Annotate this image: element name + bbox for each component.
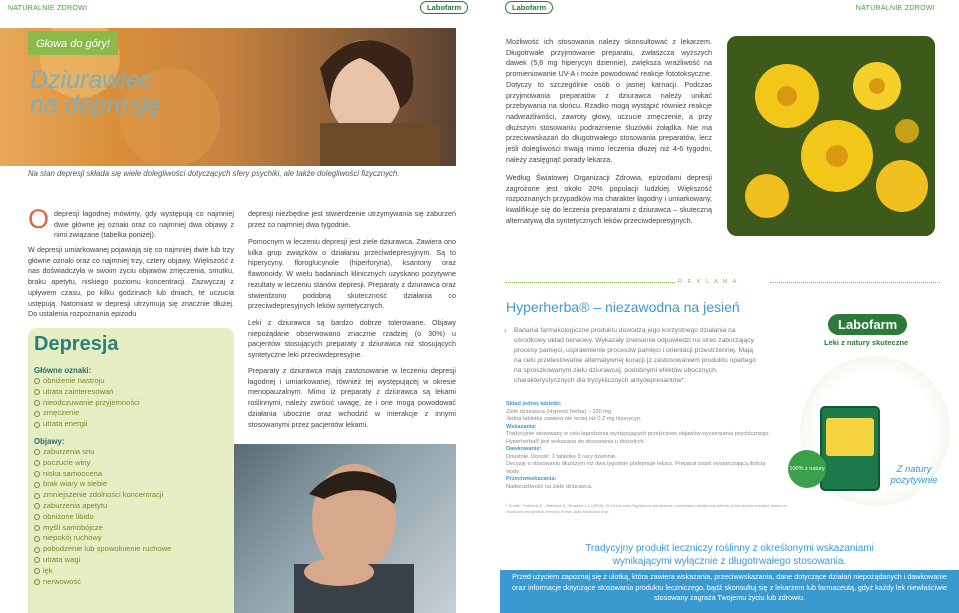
sign-label: utrata energii xyxy=(43,419,88,429)
bullet-icon xyxy=(34,503,40,509)
man-photo xyxy=(234,444,456,613)
symptom-label: niska samoocena xyxy=(43,468,103,478)
symptom-label: lęk xyxy=(43,565,53,575)
bullet-icon xyxy=(34,568,40,574)
middle-p2: Pomocnym w leczeniu depresji jest ziele dziurawca. Zawiera ono kilka grup związków o działaniu przeciwdepresyjnym. Są to hiperycyny, floroglucynole (hiperforyna), ksantony oraz flawonoidy. W wielu badaniach klinicznych uzyskano pozytywne rezultaty w leczeniu stanów depresji. Preparaty z dziurawca oraz stwierdzono podobną skuteczność działania co przeciwdepresyjnych leków syntetycznych. xyxy=(248,237,456,311)
symptom-item xyxy=(34,566,171,577)
ad-logo: Labofarm xyxy=(828,314,907,335)
symptom-label: pobudzenie lub spowolnienie ruchowe xyxy=(43,544,172,554)
sign-label: nieodczuwanie przyjemności xyxy=(43,397,140,407)
symptom-item xyxy=(34,501,171,512)
info-text3: Doustnie. Dorośli: 1 tabletkę 3 razy dziennie. Decyzję o stosowaniu dłuższym niż dwa tygodnie podejmuje lekarz. Preparat popić wystarczającą ilością wody. xyxy=(506,453,766,475)
ad-body: Badania farmakologiczne produktu dowodzą jego korzystnego działania na ośrodkowy układ nerwowy. Wykazały zniesienie odpowiedzi na stres zaburzający procesy pamięci, usprawnienie procesów pamięci i orientacji przestrzennej. Mają na celu przetestowanie alternatywnej kuracji [z zastosowaniem produktu opartego na sproszkowanym zielu dziurawca], podobnymi efektów ubocznych, charakterystycznych dla trycyklicznych antydepresantów*. xyxy=(514,327,756,384)
signs-heading: Główne oznaki: xyxy=(34,366,92,375)
header-left-tag: NATURALNIE ZDROWI xyxy=(8,5,88,12)
sign-item xyxy=(34,408,140,419)
bullet-icon xyxy=(34,449,40,455)
ad-badge-text: Leki z natury skuteczne xyxy=(824,338,909,347)
symptom-item xyxy=(34,533,171,544)
bullet-icon xyxy=(34,471,40,477)
intro-paragraph: depresji łagodnej mówimy, gdy występują co najmniej dwie główne jej oznaki oraz co najmniej dwa objawy z nimi związane (tabelka poniżej). xyxy=(54,209,234,240)
symptoms-list xyxy=(34,447,171,587)
flower-photo xyxy=(727,36,935,236)
bullet-icon xyxy=(34,482,40,488)
bullet-icon xyxy=(34,460,40,466)
bullet-icon xyxy=(34,411,40,417)
ad-natural-text: Z natury pozytywnie xyxy=(890,464,938,486)
symptom-item xyxy=(34,447,171,458)
sign-label: zmęczenie xyxy=(43,408,80,418)
ad-label: R E K L A M A xyxy=(678,279,739,285)
right-p1: Możliwość ich stosowania należy skonsultować z lekarzem. Długotrwałe przyjmowanie preparatu, zwłaszcza wyższych dawek (5,6 mg hiperycyn dziennie), zwiększa wrażliwość na promieniowanie UV-A i może powodować reakcje fototoksyczne. Dotyczy to szczególnie osób o jasnej karnacji. Podczas przyjmowania preparatów z dziurawca należy unikać przebywania na słońcu. Rzadko mogą wystąpić również reakcje nadwrażliwości, zawroty głowy, uczucie zmęczenie, a przy dłuższym stosowaniu podrażnienie śluzówki żołądka. Nie ma przeciwwskazań do długotrwałego stosowania preparatów, lecz jeśli dolegliwości trwają mimo leczenia dłużej niż 4-6 tygodni, należy zasięgnąć porady lekarza. xyxy=(506,37,712,164)
ad-divider xyxy=(505,282,675,283)
bullet-icon xyxy=(34,422,40,428)
title-line2: na depresję xyxy=(30,91,161,119)
warning-text: Przed użyciem zapoznaj się z ulotką, która zawiera wskazania, przeciwwskazania, dane dotyczące działań niepożądanych i dawkowanie oraz informacje dotyczące stosowania produktu leczniczego, bądź skonsultuj się z lekarzem lub farmaceutą, gdyż każdy lek niewłaściwie stosowany zagraża Twojemu życiu lub zdrowiu. xyxy=(511,572,948,602)
sign-item xyxy=(34,387,140,398)
info-text1: Ziele dziurawca (Hyperici herba) – 330 mg Jedna tabletka zawiera nie mniej niż 0,2 mg hiperycyn. xyxy=(506,408,642,422)
symptom-item xyxy=(34,512,171,523)
sign-item xyxy=(34,398,140,409)
ad-title: Hyperherba® – niezawodna na jesień xyxy=(506,299,740,315)
bullet-icon xyxy=(34,400,40,406)
man-illustration xyxy=(234,444,456,613)
footnote: * Źródło: Trofimiuk E., Walesiuk A., Braszko J.J. (2005): St John's wort (Hypericum perforatum) counteracts deleterious effects of the chronic restraint stress on recall and recognition memory in rats. Acta Neurobiol Exp. xyxy=(506,503,787,514)
banner-text: Głowa do góry! xyxy=(36,38,110,50)
bullet-icon xyxy=(34,579,40,585)
sign-item xyxy=(34,419,140,430)
bullet-icon xyxy=(34,525,40,531)
page-title xyxy=(30,68,161,118)
symptom-label: poczucie winy xyxy=(43,457,91,467)
symptom-label: zaburzenia apetytu xyxy=(43,500,108,510)
middle-p1: depresji niezbędne jest stwierdzenie utrzymywania się zaburzeń przez co najmniej dwa tygodnie. xyxy=(248,209,456,229)
sign-label: utrata zainteresowań xyxy=(43,386,114,396)
symptom-item xyxy=(34,577,171,588)
left-paragraph-2: W depresji umiarkowanej pojawiają się co najmniej dwie lub trzy główne oznaki oraz co najmniej trzy, cztery objawy. Większość z nas doświadczyła w swoim życiu objawów zmęczenia, smutku, braku apetytu, niskiego poziomu koncentracji. Zazwyczaj z upływem czasu, po kilku godzinach lub dniach, te uczucia ustępują. Natomiast w depresji utrzymują się znacznie dłużej. Do ustalenia rozpoznania epizodu xyxy=(28,245,234,319)
bullet-icon xyxy=(34,389,40,395)
info-head4: Przeciwwskazania: xyxy=(506,476,557,482)
header-logo-left: Labofarm xyxy=(420,1,468,14)
box-title: Depresja xyxy=(34,333,119,355)
bullet-icon xyxy=(34,514,40,520)
symptom-label: zaburzenia snu xyxy=(43,447,95,456)
header-right-tag: NATURALNIE ZDROWI xyxy=(855,5,935,12)
ad-chevron-icon: › xyxy=(504,326,507,335)
symptom-label: brak wiary w siebie xyxy=(43,479,108,489)
info-text2: Tradycyjnie stosowany w celu łagodzenia występujących przejściowo objawów wyczerpania psychicznego. Hyperherba® jest wskazana do stosowania u dorosłych. xyxy=(506,431,771,445)
symptoms-heading: Objawy: xyxy=(34,437,65,446)
bullet-icon xyxy=(34,557,40,563)
info-head2: Wskazania: xyxy=(506,423,537,430)
header-logo-right: Labofarm xyxy=(505,1,553,14)
symptom-item xyxy=(34,523,171,534)
middle-p3: Leki z dziurawca są bardzo dobrze tolerowane. Objawy niepożądane obserwowano znacznie rzadziej (o 30%) u pacjentów stosujących preparaty z dziurawca niż stosujących syntetyczne leki przeciwdepresyjne. xyxy=(248,318,456,360)
bullet-icon xyxy=(34,378,40,384)
symptom-label: myśli samobójcze xyxy=(43,522,103,532)
symptom-label: zmniejszenie zdolności koncentracji xyxy=(43,490,164,500)
symptom-item xyxy=(34,555,171,566)
bullet-icon xyxy=(34,536,40,542)
ad-product-area xyxy=(780,296,959,511)
symptom-item xyxy=(34,458,171,469)
signs-list xyxy=(34,376,140,430)
ad-pct-badge: 100% z natury xyxy=(788,450,826,488)
ad-divider-right xyxy=(770,282,940,283)
symptom-item xyxy=(34,469,171,480)
title-line1: Dziurawiec xyxy=(30,66,153,94)
symptom-item xyxy=(34,490,171,501)
slogan-line2: wynikającymi wyłącznie z długotrwałego stosowania. xyxy=(612,556,847,567)
info-text4: Nadwrażliwość na ziele dziurawca. xyxy=(506,483,593,490)
middle-p4: Preparaty z dziurawca mają zastosowanie w leczeniu depresji łagodnej i umiarkowanej, również tej występującej w okresie menopauzalnym. Mimo iż preparaty z dziurawca są lekami roślinnymi, należy zwrócić uwagę, że i one mogą powodować działania uboczne oraz wchodzić w interakcje z innymi stosowanymi przez pacjentów lekami. xyxy=(248,366,456,429)
subtitle: Na stan depresji składa się wiele dolegliwości dotyczących sfery psychiki, ale także dolegliwości fizycznych. xyxy=(28,169,400,178)
info-head3: Dawkowanie: xyxy=(506,446,542,452)
dropcap: O xyxy=(28,204,50,234)
info-head1: Skład jednej tabletki: xyxy=(506,401,562,407)
flower-illustration xyxy=(727,36,935,236)
symptom-label: nerwowość xyxy=(43,576,81,586)
symptom-label: obniżone libido xyxy=(43,511,94,521)
slogan-line1: Tradycyjny produkt leczniczy roślinny z określonymi wskazaniami xyxy=(585,543,874,554)
warning-box xyxy=(500,570,959,613)
slogan xyxy=(500,542,959,568)
bullet-icon xyxy=(34,493,40,499)
depression-box xyxy=(28,328,234,613)
banner xyxy=(28,31,118,55)
ad-info xyxy=(506,401,776,491)
symptom-label: niepokój ruchowy xyxy=(43,533,102,543)
symptom-item xyxy=(34,544,171,555)
right-p2: Według Światowej Organizacji Zdrowia, epizodami depresji zagrożone jest około 20% populacji ludzkiej. Większość rozpoznanych przypadków ma charakter łagodny i umiarkowany, kwalifikuje się do leczenia preparatami z dziurawca – skuteczną alternatywą dla syntetycznych leków przeciwdepresyjnych. xyxy=(506,173,712,225)
symptom-item xyxy=(34,479,171,490)
sign-label: obniżenie nastroju xyxy=(43,376,105,385)
symptom-label: utrata wagi xyxy=(43,554,81,564)
product-jar xyxy=(820,406,880,491)
bullet-icon xyxy=(34,547,40,553)
sign-item xyxy=(34,376,140,387)
